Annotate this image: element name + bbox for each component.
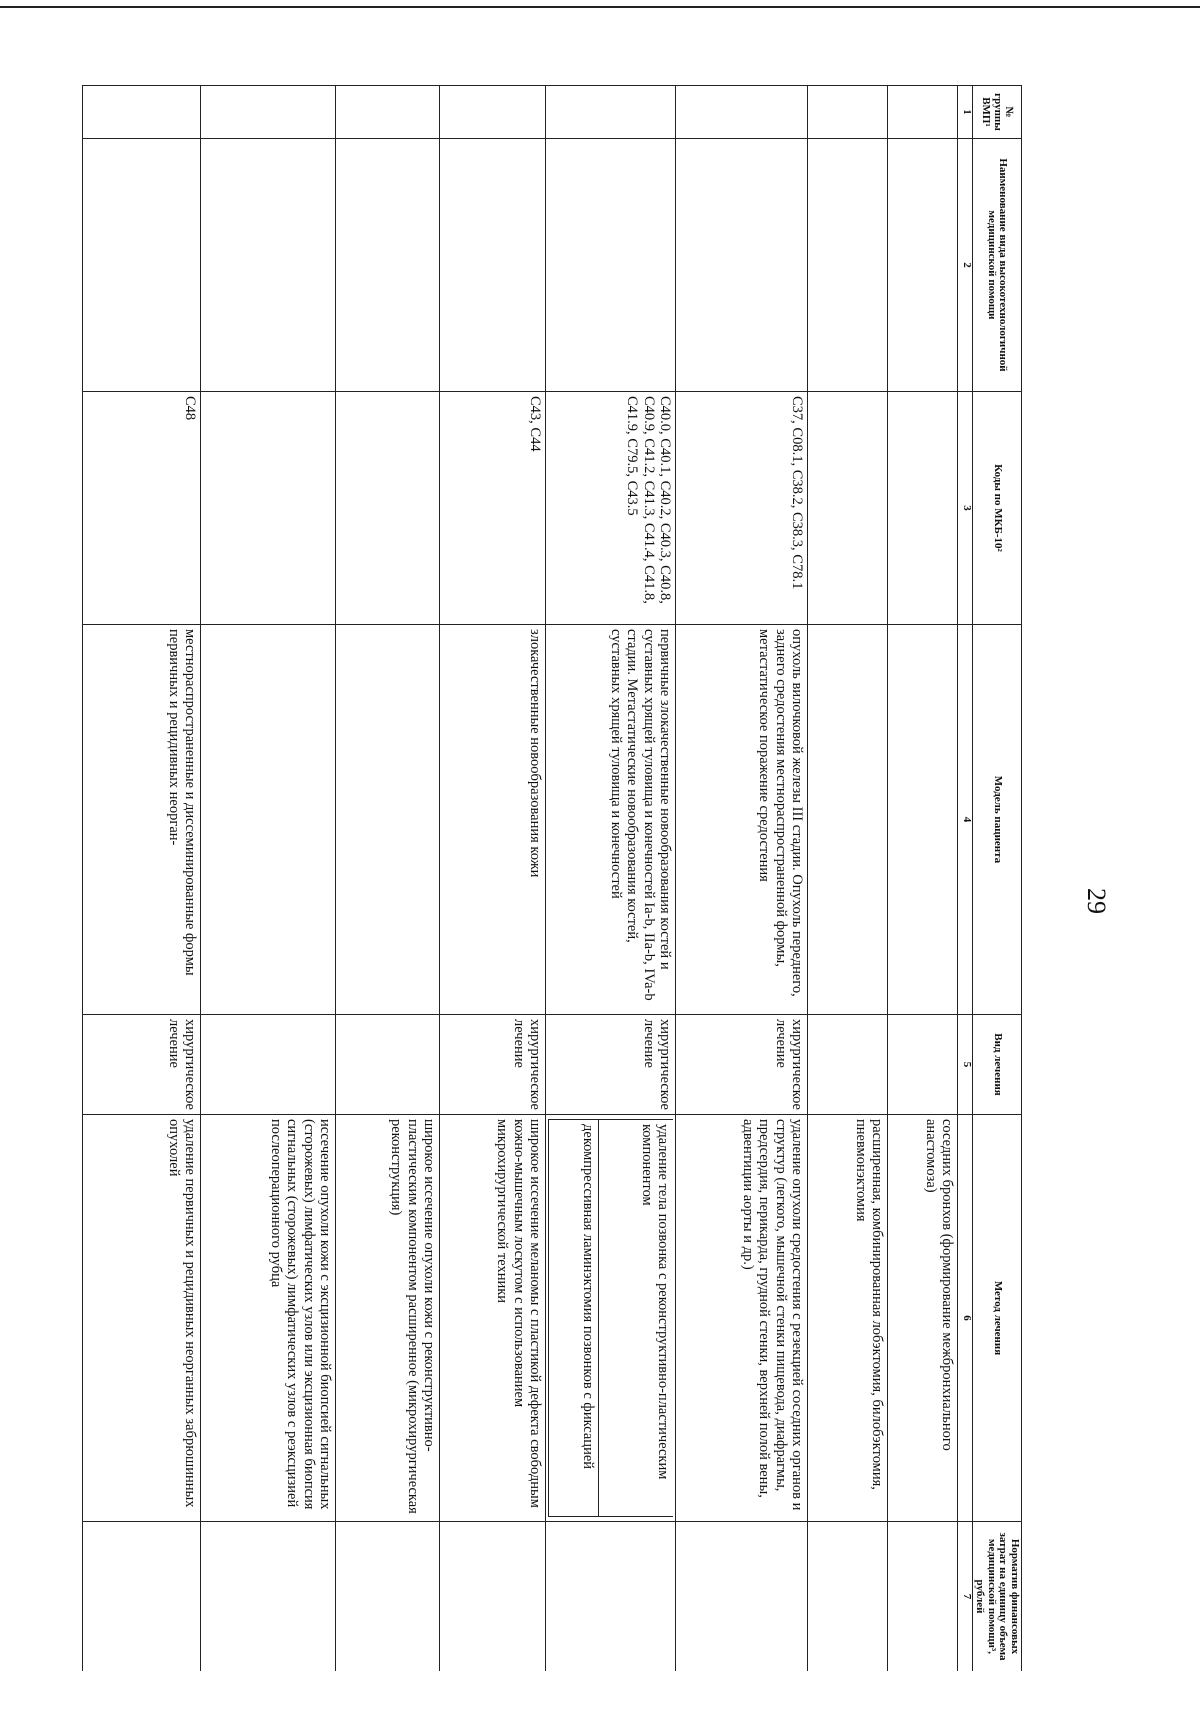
cell-codes [200, 392, 335, 625]
cell-model: местнораспространенные и диссеминированные формы первичных и рецидивных неорган- [83, 625, 201, 1015]
cell-norm [807, 1522, 887, 1672]
cell-group-no [83, 86, 201, 139]
column-number: 6 [957, 1115, 972, 1522]
cell-method: широкое иссечение опухоли кожи с реконструктивно-пластическим компонентом расширенное (микрохирургическая реконструкция) [335, 1115, 439, 1522]
cell-name [83, 139, 201, 392]
cell-codes [335, 392, 439, 625]
cell-norm [887, 1522, 957, 1672]
header-row [972, 86, 1021, 1672]
column-numbers-row [957, 86, 972, 1672]
cell-group-no [887, 86, 957, 139]
cell-codes: C37, C08.1, C38.2, C38.3, C78.1 [675, 392, 807, 625]
rotated-page [82, 85, 1022, 1671]
top-rule [0, 6, 1200, 8]
method-subtable [548, 1119, 673, 1517]
cell-group-no [807, 86, 887, 139]
cell-codes: C40.0, C40.1, C40.2, C40.3, C40.8, C40.9, C41.2, C41.3, C41.4, C41.8, C41.9, C79.5, C43.5 [545, 392, 675, 625]
cell-group-no [439, 86, 545, 139]
page-number: 29 [1082, 888, 1111, 914]
header-treatment: Вид лечения [972, 1015, 1021, 1115]
cell-method: удаление опухоли средостения с резекцией соседних органов и структур (легкого, мышечной стенки пищевода, диафрагмы, предсердия, перикарда, грудной стенки, верхней полой вены, адвентиции аорты и др.) [675, 1115, 807, 1522]
cell-norm [335, 1522, 439, 1672]
column-number: 2 [957, 139, 972, 392]
cell-model: злокачественные новообразования кожи [439, 625, 545, 1015]
cell-treatment [807, 1015, 887, 1115]
header-codes: Коды по МКБ-10² [972, 392, 1021, 625]
cell-method: иссечение опухоли кожи с эксцизионной биопсией сигнальных (сторожевых) лимфатических узлов или эксцизионная биопсия сигнальных (сторожевых) лимфатических узлов с реэксцизией послеоперационного рубца [200, 1115, 335, 1522]
cell-model [807, 625, 887, 1015]
header-name: Наименование вида высокотехнологичной медицинской помощи [972, 139, 1021, 392]
cell-name [200, 139, 335, 392]
cell-model [200, 625, 335, 1015]
table-row [335, 86, 439, 1672]
cell-codes [807, 392, 887, 625]
method-item: удаление тела позвонка с реконструктивно-пластическим компонентом [598, 1120, 673, 1517]
cell-name [335, 139, 439, 392]
table-row [545, 86, 675, 1672]
cell-norm [439, 1522, 545, 1672]
cell-method: расширенная, комбинированная лобэктомия, билобэктомия, пневмонэктомия [807, 1115, 887, 1522]
table-row [887, 86, 957, 1672]
rotated-table-wrapper [82, 85, 1022, 1671]
vmp-table [82, 85, 1022, 1671]
table-row [200, 86, 335, 1672]
cell-method: широкое иссечение меланомы с пластикой дефекта свободным кожно-мышечным лоскутом с использованием микрохирургической техники [439, 1115, 545, 1522]
cell-group-no [545, 86, 675, 139]
table-row [83, 86, 201, 1672]
cell-norm [675, 1522, 807, 1672]
cell-name [545, 139, 675, 392]
cell-model [887, 625, 957, 1015]
header-model: Модель пациента [972, 625, 1021, 1015]
header-norm: Норматив финансовых затрат на единицу объема медицинской помощи³, рублей [972, 1522, 1021, 1672]
cell-codes: C48 [83, 392, 201, 625]
cell-treatment: хирургическое лечение [675, 1015, 807, 1115]
cell-norm [200, 1522, 335, 1672]
cell-model: первичные злокачественные новообразования костей и суставных хрящей туловища и конечностей Ia-b, IIa-b, IVa-b стадии. Метастатические новообразования костей, суставных хрящей туловища и конечностей [545, 625, 675, 1015]
cell-model [335, 625, 439, 1015]
table-row [675, 86, 807, 1672]
cell-treatment: хирургическое лечение [439, 1015, 545, 1115]
method-item: декомпрессивная ламинэктомия позвонков с фиксацией [548, 1120, 598, 1517]
cell-norm [545, 1522, 675, 1672]
cell-treatment [335, 1015, 439, 1115]
column-number: 4 [957, 625, 972, 1015]
table-row [807, 86, 887, 1672]
cell-group-no [675, 86, 807, 139]
column-number: 7 [957, 1522, 972, 1672]
cell-name [807, 139, 887, 392]
cell-name [887, 139, 957, 392]
cell-name [439, 139, 545, 392]
header-group-no: № группы ВМП¹ [972, 86, 1021, 139]
cell-model: опухоль вилочковой железы III стадии. Опухоль переднего, заднего средостения местнораспространенной формы, метастатическое поражение средостения [675, 625, 807, 1015]
cell-codes: C43, C44 [439, 392, 545, 625]
cell-treatment [887, 1015, 957, 1115]
cell-treatment: хирургическое лечение [83, 1015, 201, 1115]
cell-treatment: хирургическое лечение [545, 1015, 675, 1115]
cell-method: удаление первичных и рецидивных неорганных забрюшинных опухолей [83, 1115, 201, 1522]
table-row [439, 86, 545, 1672]
cell-method-split [545, 1115, 675, 1522]
column-number: 3 [957, 392, 972, 625]
cell-norm [83, 1522, 201, 1672]
cell-group-no [335, 86, 439, 139]
column-number: 1 [957, 86, 972, 139]
column-number: 5 [957, 1015, 972, 1115]
cell-name [675, 139, 807, 392]
cell-treatment [200, 1015, 335, 1115]
cell-method: соседних бронхов (формирование межбронхиального анастомоза) [887, 1115, 957, 1522]
header-method: Метод лечения [972, 1115, 1021, 1522]
cell-group-no [200, 86, 335, 139]
cell-codes [887, 392, 957, 625]
